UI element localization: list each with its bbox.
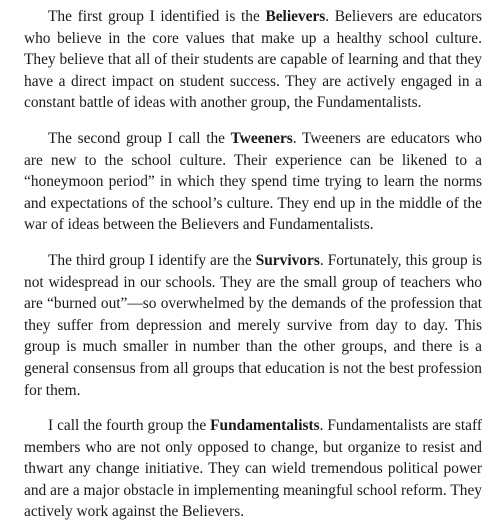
paragraph-tweeners (24, 128, 482, 236)
paragraph-text: . Fundamentalists are staff members who are not only opposed to change, but organize to resist and thwart any change initiative. They can wield tremendous political power and are a major obstacle in implementing meaningful school reform. They actively work against the Believers. (24, 417, 482, 521)
term-survivors: Survivors (255, 251, 320, 269)
term-fundamentalists: Fundamentalists (210, 417, 320, 435)
term-tweeners: Tweeners (230, 129, 293, 147)
term-believers: Believers (265, 8, 326, 25)
paragraph-survivors (24, 250, 482, 401)
paragraph-text: . Believers are educators who believe in the core values that make up a healthy school culture. They believe that all of their students are capable of learning and that they have a direct impact on student success. They are actively engaged in a constant battle of ideas with another group, the Fundamentalists. (24, 8, 482, 112)
paragraph-text: The first group I identified is the (48, 8, 266, 25)
paragraph-text: I call the fourth group the (48, 417, 211, 435)
paragraph-text: . Fortunately, this group is not widespread in our schools. They are the small group of teachers who are “burned out”—so overwhelmed by the demands of the profession that they suffer from depression and merely survive from day to day. This group is much smaller in number than the other groups, and there is a general consensus from all groups that education is not the best profession for them. (24, 251, 483, 399)
paragraph-believers (24, 6, 482, 114)
paragraph-text: The third group I identify are the (48, 251, 256, 269)
paragraph-fundamentalists (24, 415, 482, 523)
paragraph-text: The second group I call the (48, 129, 231, 147)
paragraph-text: . Tweeners are educators who are new to the school culture. Their experience can be likened to a “honeymoon period” in which they spend time trying to learn the norms and expectations of the school’s culture. They end up in the middle of the war of ideas between the Believers and Fundamentalists. (24, 129, 482, 234)
